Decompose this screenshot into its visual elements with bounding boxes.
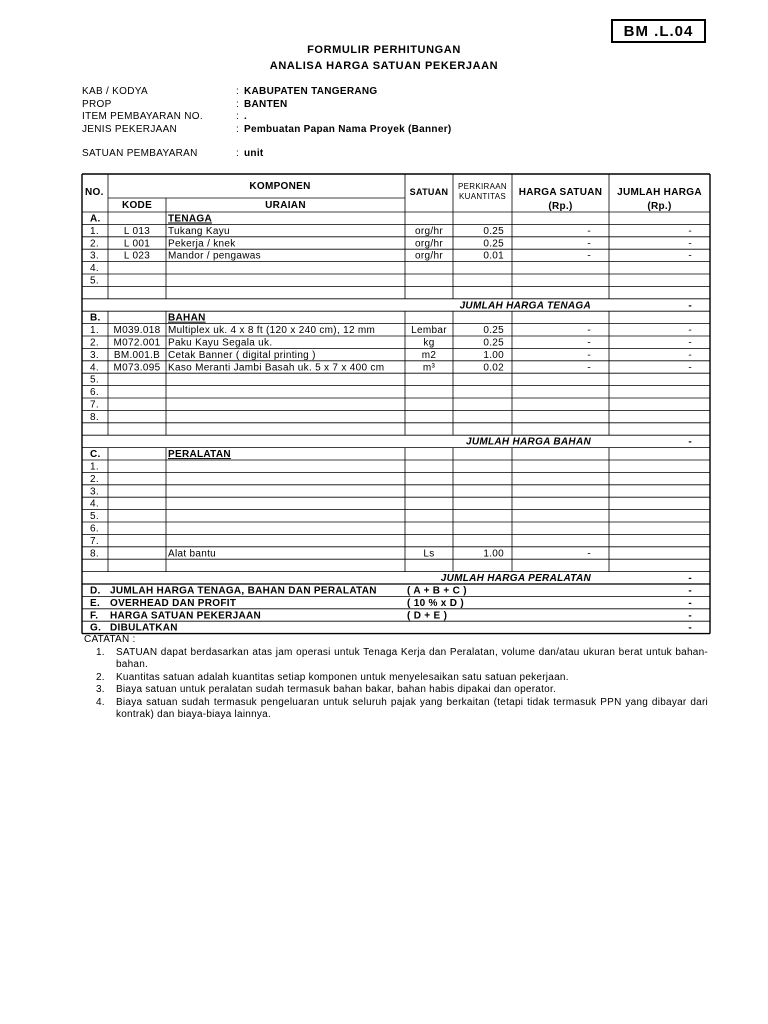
item-kode: M072.001 [113,337,161,349]
meta-row-satuan: SATUAN PEMBAYARAN : unit [82,148,264,159]
notes-title: CATATAN : [84,634,136,645]
meta-label: SATUAN PEMBAYARAN [82,148,198,159]
header-harga-satuan-unit: (Rp.) [548,201,573,212]
meta-row-jenis: JENIS PEKERJAAN : Pembuatan Papan Nama Proyek (Banner) [82,123,452,135]
item-satuan: Lembar [411,325,447,337]
item-satuan: org/hr [415,225,443,237]
section-name: BAHAN [168,312,206,324]
summary-label: HARGA SATUAN PEKERJAAN [110,610,262,622]
summary-value: - [688,610,692,622]
meta-label: KAB / KODYA [82,86,148,97]
section-letter: A. [90,213,101,225]
form-subtitle: ANALISA HARGA SATUAN PEKERJAAN [269,60,499,72]
item-jumlah: - [688,349,692,361]
header-komponen: KOMPONEN [249,181,311,192]
item-uraian: Tukang Kayu [168,225,230,237]
section-total-value: - [688,573,692,585]
header-perkiraan: PERKIRAAN [458,182,507,191]
item-kuantitas: 0.01 [483,250,504,262]
summary-letter: D. [90,585,101,597]
meta-value: Pembuatan Papan Nama Proyek (Banner) [244,123,452,135]
meta-label: JENIS PEKERJAAN [82,123,178,135]
item-jumlah: - [688,337,692,349]
item-harga: - [587,325,591,337]
item-satuan: org/hr [415,238,443,250]
note-item: 4. Biaya satuan sudah termasuk pengeluaran untuk seluruh pajak yang berkaitan (tetapi tidak termasuk PPN yang dibayar dari kontrak) dan biaya-biaya lainnya. [96,696,708,720]
item-harga: - [587,337,591,349]
summary-value: - [688,597,692,609]
item-kuantitas: 1.00 [483,349,504,361]
section-total-label: JUMLAH HARGA TENAGA [459,300,591,312]
header-kode: KODE [121,200,153,211]
item-no: 4. [90,362,99,374]
item-uraian: Cetak Banner ( digital printing ) [168,349,316,361]
item-kode: M039.018 [113,325,161,337]
item-harga: - [587,362,591,374]
item-kode: L 023 [123,250,151,262]
meta-row-item: ITEM PEMBAYARAN NO. : . [82,111,248,122]
summary-label: DIBULATKAN [110,622,178,634]
item-no: 5. [90,374,99,386]
item-no: 7. [90,399,99,411]
item-satuan: m³ [422,362,436,374]
summary-formula: ( 10 % x D ) [407,597,464,609]
meta-value: BANTEN [244,98,288,110]
item-kode: BM.001.B [113,349,161,361]
summary-label: JUMLAH HARGA TENAGA, BAHAN DAN PERALATAN [110,585,377,597]
item-no: 2. [90,238,99,250]
section-letter: B. [90,312,101,324]
item-kuantitas: 0.25 [483,325,504,337]
item-kuantitas: 0.02 [483,362,504,374]
item-harga: - [587,548,591,560]
header-jumlah-harga: JUMLAH HARGA [617,187,702,198]
summary-formula: ( A + B + C ) [407,585,467,597]
header-kuantitas: KUANTITAS [458,192,507,201]
header-satuan: SATUAN [409,187,449,197]
item-kuantitas: 0.25 [483,238,504,250]
item-jumlah: - [688,362,692,374]
meta-label: PROP [82,98,112,110]
notes-list [82,647,708,722]
section-total-value: - [688,436,692,448]
item-kode: M073.095 [113,362,161,374]
summary-label: OVERHEAD DAN PROFIT [110,597,237,609]
item-harga: - [587,349,591,361]
item-kuantitas: 0.25 [483,225,504,237]
section-name: TENAGA [168,213,213,225]
item-uraian: Paku Kayu Segala uk. [168,337,273,349]
item-harga: - [587,250,591,262]
item-jumlah: - [688,250,692,262]
summary-value: - [688,585,692,597]
item-kuantitas: 1.00 [483,548,504,560]
item-satuan: m2 [421,349,437,361]
item-uraian: Mandor / pengawas [168,250,261,262]
item-no: 5. [90,511,99,523]
header-jumlah-harga-unit: (Rp.) [647,201,672,212]
summary-letter: F. [90,610,99,622]
item-uraian: Multiplex uk. 4 x 8 ft (120 x 240 cm), 12 mm [168,325,376,337]
form-code: BM .L.04 [623,22,694,40]
header-uraian: URAIAN [265,200,306,211]
section-total-value: - [688,300,692,312]
item-no: 6. [90,523,99,535]
item-satuan: org/hr [415,250,443,262]
summary-formula: ( D + E ) [407,610,448,622]
note-item: 1. SATUAN dapat berdasarkan atas jam operasi untuk Tenaga Kerja dan Peralatan, volume dan/atau ukuran berat untuk bahan-bahan. [96,646,708,670]
item-no: 4. [90,498,99,510]
item-no: 1. [90,325,99,337]
item-jumlah: - [688,238,692,250]
item-no: 2. [90,473,99,485]
item-satuan: kg [423,337,435,349]
item-no: 3. [90,349,99,361]
meta-row-prop: PROP : BANTEN [82,98,288,110]
meta-value: . [244,111,248,122]
form-title: FORMULIR PERHITUNGAN [307,44,461,56]
item-satuan: Ls [423,548,435,560]
item-jumlah: - [688,225,692,237]
meta-label: ITEM PEMBAYARAN NO. [82,111,203,122]
meta-value: unit [244,148,264,159]
note-item: 2. Kuantitas satuan adalah kuantitas setiap komponen untuk menyelesaikan satu satuan pekerjaan. [96,671,569,683]
item-harga: - [587,238,591,250]
item-no: 2. [90,337,99,349]
item-jumlah: - [688,325,692,337]
header-harga-satuan: HARGA SATUAN [518,187,603,198]
item-no: 8. [90,411,99,423]
item-no: 5. [90,275,99,287]
item-uraian: Pekerja / knek [168,238,236,250]
item-no: 3. [90,250,99,262]
item-kode: L 013 [123,225,151,237]
item-no: 6. [90,387,99,399]
item-no: 4. [90,263,99,275]
section-total-label: JUMLAH HARGA BAHAN [465,436,591,448]
section-total-label: JUMLAH HARGA PERALATAN [440,573,591,585]
item-no: 1. [90,225,99,237]
section-letter: C. [90,449,101,461]
header-no: NO. [85,187,104,198]
summary-letter: E. [90,597,101,609]
item-no: 7. [90,535,99,547]
item-uraian: Alat bantu [168,548,217,560]
item-uraian: Kaso Meranti Jambi Basah uk. 5 x 7 x 400 cm [168,362,385,374]
notes-section [82,634,708,722]
meta-row-kab: KAB / KODYA : KABUPATEN TANGERANG [82,86,378,97]
item-harga: - [587,225,591,237]
note-item: 3. Biaya satuan untuk peralatan sudah termasuk bahan bakar, bahan habis dipakai dan operator. [96,684,557,695]
item-kode: L 001 [123,238,151,250]
section-name: PERALATAN [168,449,231,461]
item-no: 1. [90,461,99,473]
item-no: 8. [90,548,99,560]
item-no: 3. [90,486,99,498]
summary-letter: G. [90,622,102,634]
meta-value: KABUPATEN TANGERANG [244,86,378,97]
summary-value: - [688,622,692,634]
item-kuantitas: 0.25 [483,337,504,349]
